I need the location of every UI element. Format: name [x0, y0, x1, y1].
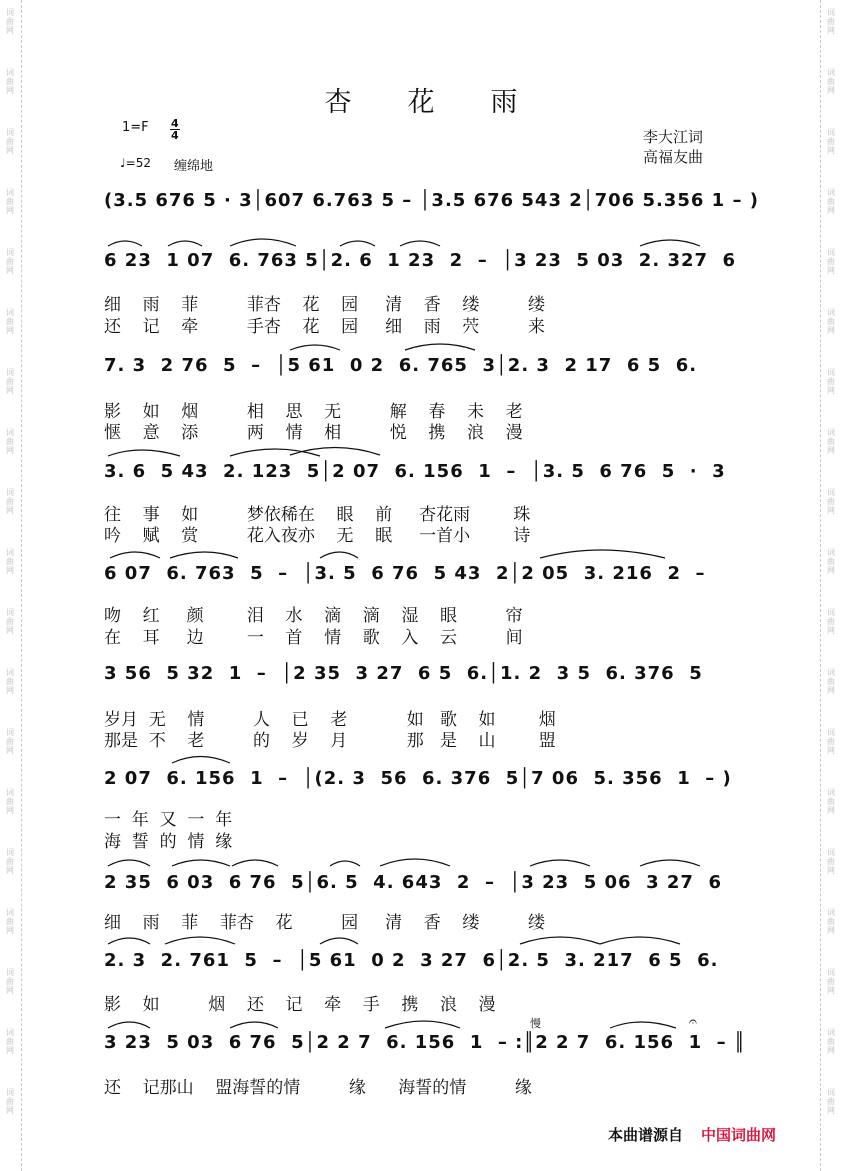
slur [108, 450, 180, 456]
lyric-line-8a: 细 雨 菲 菲杏 花 园 清 香 缕 缕 [104, 913, 545, 933]
lyric-line-5a: 吻 红 颜 泪 水 滴 滴 湿 眼 帘 [104, 606, 523, 626]
watermark-stamp: 词 曲 网 [827, 548, 835, 575]
score-line-10: 3 23 5 03 6 76 5│2 2 7 6. 156 1 – :║2 2 7 6. 156 1 – ║ [104, 1032, 746, 1053]
slur [165, 937, 235, 944]
lyric-line-7a: 一 年 又 一 年 [104, 810, 233, 830]
watermark-stamp: 词 曲 网 [827, 608, 835, 635]
score-line-8: 2 35 6 03 6 76 5│6. 5 4. 643 2 – │3 23 5 06 3 27 6 [104, 872, 722, 893]
slur [230, 239, 296, 246]
slur [405, 344, 475, 350]
watermark-stamp: 词 曲 网 [827, 128, 835, 155]
watermark-stamp: 词 曲 网 [6, 908, 14, 935]
watermark-stamp: 词 曲 网 [6, 728, 14, 755]
lyric-line-3a: 影 如 烟 相 思 无 解 春 未 老 [104, 402, 523, 422]
watermark-stamp: 词 曲 网 [827, 68, 835, 95]
lyric-line-6a: 岁月 无 情 人 已 老 如 歌 如 烟 [104, 710, 556, 730]
watermark-stamp: 词 曲 网 [6, 668, 14, 695]
watermark-stamp: 词 曲 网 [827, 188, 835, 215]
lyric-line-2b: 还 记 牵 手杏 花 园 细 雨 茓 来 [104, 317, 545, 337]
watermark-stamp: 词 曲 网 [827, 848, 835, 875]
lyric-line-7b: 海 誓 的 情 缘 [104, 832, 233, 852]
slur [232, 860, 278, 866]
title-char-3: 雨 [490, 87, 518, 118]
time-sig-bottom: 4 [171, 129, 179, 142]
score-line-5: 6 07 6. 763 5 – │3. 5 6 76 5 43 2│2 05 3. 216 2 – [104, 563, 706, 584]
composer-credit: 高福友曲 [643, 148, 704, 166]
slur [172, 860, 230, 866]
slur [108, 860, 150, 866]
score-line-3: 7. 3 2 76 5 – │5 61 0 2 6. 765 3│2. 3 2 17 6 5 6. [104, 355, 698, 376]
slur [380, 859, 450, 866]
slur [108, 1022, 150, 1028]
watermark-stamp: 词 曲 网 [827, 908, 835, 935]
watermark-stamp: 词 曲 网 [6, 788, 14, 815]
watermark-stamp: 词 曲 网 [6, 68, 14, 95]
lyricist-credit: 李大江词 [643, 128, 704, 146]
watermark-stamp: 词 曲 网 [6, 308, 14, 335]
watermark-stamp: 词 曲 网 [6, 608, 14, 635]
watermark-stamp: 词 曲 网 [827, 1028, 835, 1055]
slow-tempo-mark: 慢 [530, 1017, 541, 1030]
watermark-stamp: 词 曲 网 [827, 788, 835, 815]
watermark-stamp: 词 曲 网 [6, 8, 14, 35]
watermark-stamp: 词 曲 网 [827, 8, 835, 35]
time-sig-top: 4 [171, 117, 179, 130]
slur [530, 860, 590, 866]
watermark-stamp: 词 曲 网 [827, 488, 835, 515]
watermark-stamp: 词 曲 网 [827, 308, 835, 335]
footer-source-label: 本曲谱源自 [608, 1126, 684, 1144]
slur [640, 240, 700, 246]
lyric-line-9a: 影 如 烟 还 记 牵 手 携 浪 漫 [104, 995, 496, 1015]
score-line-7: 2 07 6. 156 1 – │(2. 3 56 6. 376 5│7 06 5. 356 1 – ) [104, 768, 732, 789]
watermark-stamp: 词 曲 网 [827, 668, 835, 695]
slur [290, 345, 340, 350]
lyric-line-2a: 细 雨 菲 菲杏 花 园 清 香 缕 缕 [104, 295, 545, 315]
watermark-stamp: 词 曲 网 [6, 188, 14, 215]
watermark-stamp: 词 曲 网 [827, 428, 835, 455]
watermark-stamp: 词 曲 网 [6, 548, 14, 575]
slur [330, 861, 360, 866]
slur [108, 241, 142, 246]
watermark-stamp: 词 曲 网 [827, 968, 835, 995]
footer-site-link[interactable]: 中国词曲网 [701, 1126, 777, 1144]
watermark-stamp: 词 曲 网 [6, 1028, 14, 1055]
slur [320, 552, 358, 558]
watermark-stamp: 词 曲 网 [827, 728, 835, 755]
footer-source [608, 1124, 776, 1145]
slur [320, 938, 358, 944]
title-char-2: 花 [407, 87, 435, 118]
score-line-4: 3. 6 5 43 2. 123 5│2 07 6. 156 1 – │3. 5 6 76 5 · 3 [104, 461, 726, 482]
slur [110, 552, 160, 558]
tempo-mark: ♩=52 [120, 156, 151, 170]
watermark-stamp: 词 曲 网 [6, 248, 14, 275]
slur [520, 937, 600, 944]
slur [340, 241, 375, 246]
key-signature: 1=F [122, 120, 149, 135]
lyric-line-4a: 往 事 如 梦依稀在 眼 前 杏花雨 珠 [104, 505, 531, 525]
watermark-stamp: 词 曲 网 [827, 368, 835, 395]
watermark-stamp: 词 曲 网 [6, 368, 14, 395]
slur [610, 1022, 676, 1028]
watermark-stamp: 词 曲 网 [827, 248, 835, 275]
score-line-1: (3.5 676 5 · 3│607 6.763 5 – │3.5 676 543 2│706 5.356 1 – ) [104, 190, 759, 211]
fermata-symbol: 𝄐 [689, 1014, 697, 1030]
lyric-line-6b: 那是 不 老 的 岁 月 那 是 山 盟 [104, 731, 556, 751]
score-line-9: 2. 3 2. 761 5 – │5 61 0 2 3 27 6│2. 5 3. 217 6 5 6. [104, 950, 719, 971]
score-line-2: 6 23 1 07 6. 763 5│2. 6 1 23 2 – │3 23 5 03 2. 327 6 [104, 250, 737, 271]
watermark-stamp: 词 曲 网 [827, 1088, 835, 1115]
watermark-stamp: 词 曲 网 [6, 848, 14, 875]
watermark-stamp: 词 曲 网 [6, 488, 14, 515]
expression-mark: 缠绵地 [174, 159, 214, 174]
watermark-stamp: 词 曲 网 [6, 128, 14, 155]
slur [400, 241, 440, 246]
slur [600, 937, 680, 944]
lyric-line-3b: 惬 意 添 两 情 相 悦 携 浪 漫 [104, 423, 523, 443]
slur [172, 757, 230, 764]
lyric-line-5b: 在 耳 边 一 首 情 歌 入 云 间 [104, 628, 523, 648]
lyric-line-4b: 吟 赋 赏 花入夜亦 无 眠 一首小 诗 [104, 526, 531, 546]
watermark-stamp: 词 曲 网 [6, 1088, 14, 1115]
slur [290, 448, 380, 456]
watermark-stamp: 词 曲 网 [6, 428, 14, 455]
slur [108, 938, 150, 944]
lyric-line-10a: 还 记那山 盟海誓的情 缘 海誓的情 缘 [104, 1078, 532, 1098]
slur [540, 550, 665, 558]
watermark-stamp: 词 曲 网 [6, 968, 14, 995]
slur [170, 552, 238, 558]
score-line-6: 3 56 5 32 1 – │2 35 3 27 6 5 6.│1. 2 3 5 6. 376 5 [104, 663, 703, 684]
title-char-1: 杏 [324, 87, 352, 118]
slur [385, 1021, 460, 1028]
slur [230, 1022, 278, 1028]
slur [168, 241, 202, 246]
slur [640, 860, 700, 866]
